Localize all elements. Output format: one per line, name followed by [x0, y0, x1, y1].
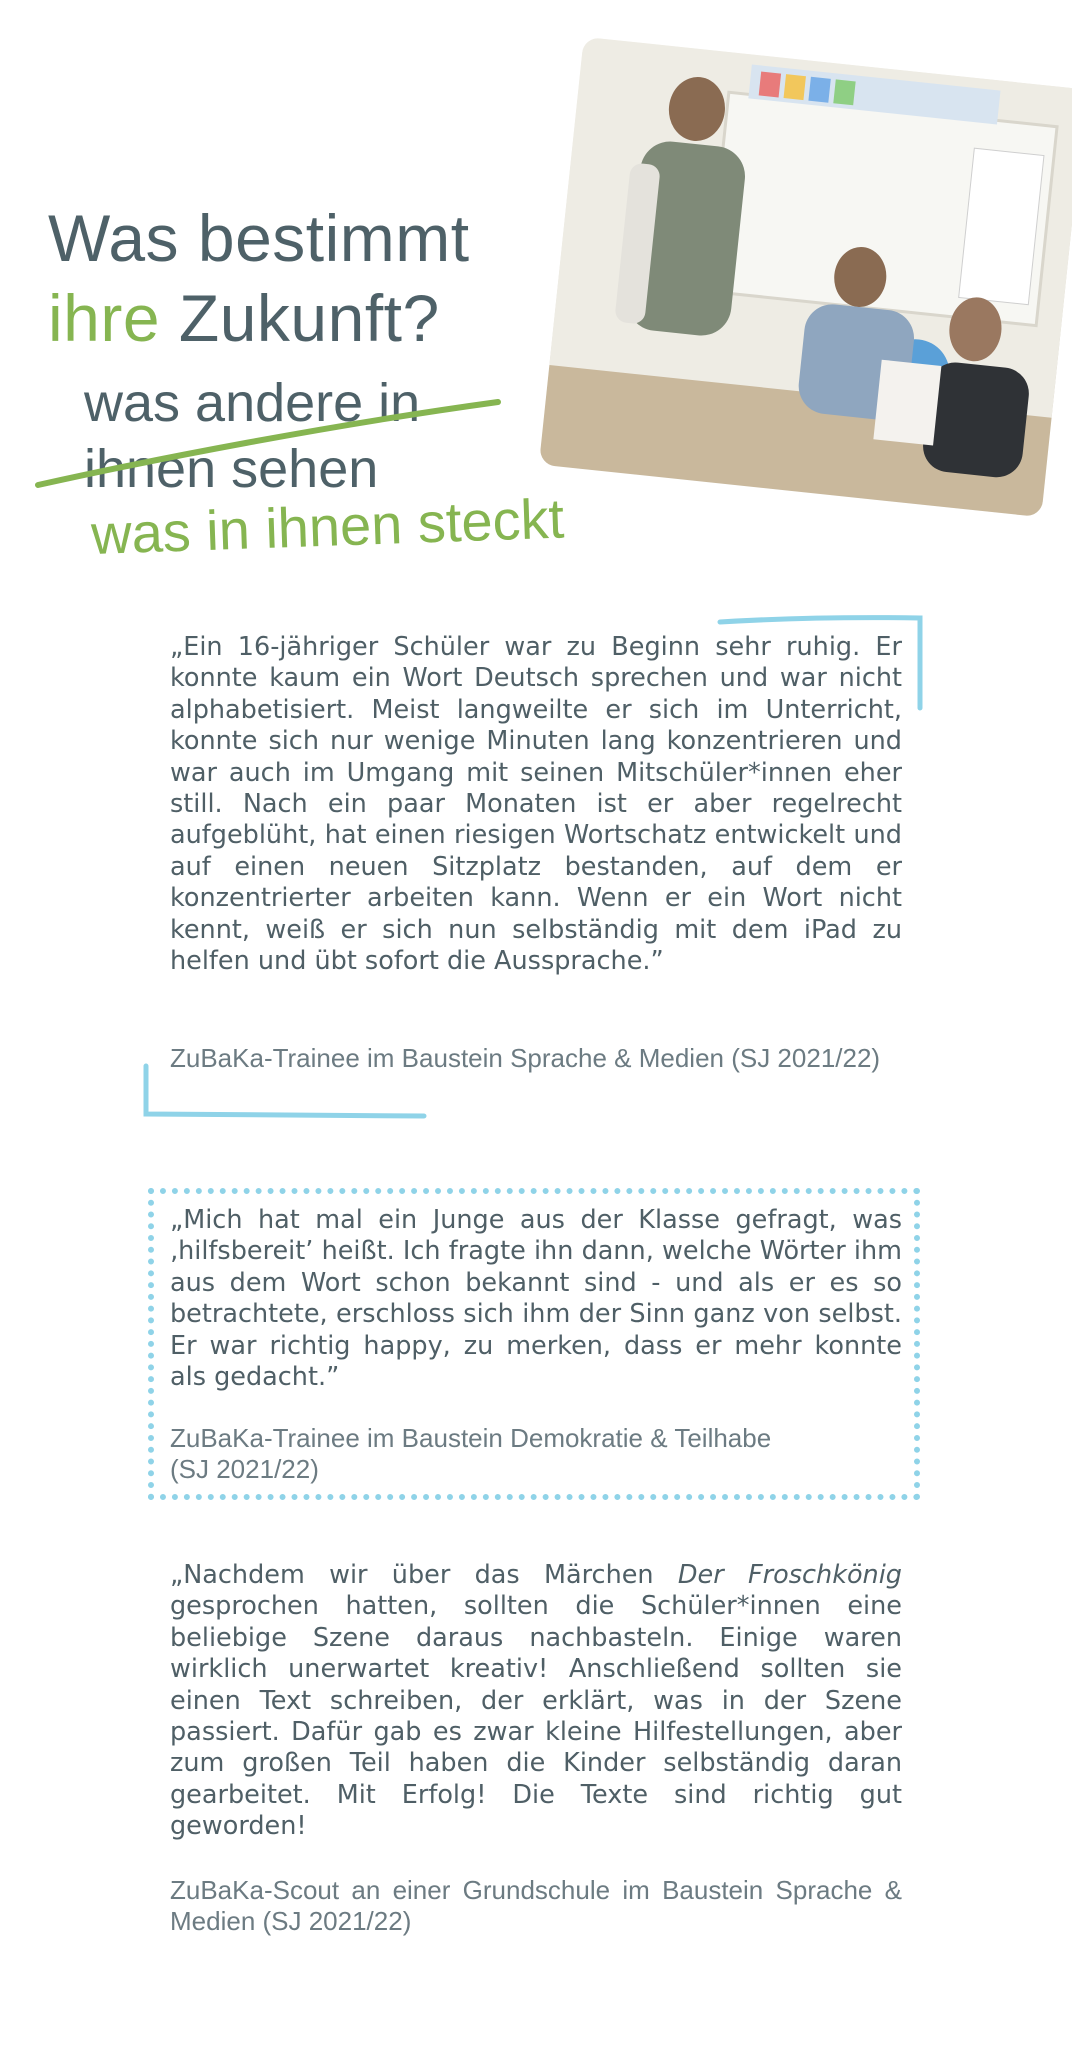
quote-2-source [170, 1423, 902, 1486]
quote-3-text-rest: gesprochen hatten, sollten die Schüler*innen eine beliebige Szene daraus nachbasteln. Einige waren wirklich unerwartet kreativ! Anschließend sollten sie einen Text schreiben, der erklärt, was in der Szene passiert. Dafür gab es zwar kleine Hilfestellungen, aber zum großen Teil haben die Kinder selbständig daran gearbeitet. Mit Erfolg! Die Texte sind richtig gut geworden! [170, 1591, 902, 1842]
tagline: was in ihnen steckt [90, 486, 566, 566]
classroom-photo-illustration [539, 37, 1072, 517]
struck-phrase-line-2: ihnen sehen [84, 439, 379, 499]
quote-2-source-line-1: ZuBaKa-Trainee im Baustein Demokratie & Teilhabe [170, 1423, 772, 1453]
quote-3-text [170, 1560, 902, 1843]
heading-line-1: Was bestimmt [48, 201, 470, 275]
quote-3-source: ZuBaKa-Scout an einer Grundschule im Baustein Sprache & Medien (SJ 2021/22) [170, 1875, 902, 1937]
quote-1 [170, 632, 902, 977]
quote-2 [170, 1205, 902, 1393]
bracket-bottom-left [140, 1060, 440, 1120]
struck-phrase-line-1: was andere in [84, 373, 421, 433]
heading-line-2-rest: Zukunft? [160, 281, 440, 355]
quote-1-text: „Ein 16-jähriger Schüler war zu Beginn sehr ruhig. Er konnte kaum ein Wort Deutsch sprechen und war nicht alphabetisiert. Meist langweilte er sich im Unterricht, konnte sich nur wenige Minuten lang konzentrieren und war auch im Umgang mit seinen Mitschüler*innen eher still. Nach ein paar Monaten ist er aber regelrecht aufgeblüht, hat einen riesigen Wortschatz entwickelt und auf einen neuen Sitzplatz bestanden, auf dem er konzentrierter arbeiten kann. Wenn er ein Wort nicht kennt, weiß er sich nun selbständig mit dem iPad zu helfen und übt sofort die Aussprache.” [170, 632, 902, 977]
quote-1-source: ZuBaKa-Trainee im Baustein Sprache & Medien (SJ 2021/22) [170, 1043, 881, 1073]
heading-line-2 [48, 278, 470, 358]
heading-highlight: ihre [48, 281, 161, 355]
quote-2-text: „Mich hat mal ein Junge aus der Klasse gefragt, was ‚hilfsbereit’ heißt. Ich fragte ihn dann, welche Wörter ihm aus dem Wort schon bekannt sind - und als er es so betrachtete, erschloss sich ihm der Sinn ganz von selbst. Er war richtig happy, zu merken, dass er mehr konnte als gedacht.” [170, 1205, 902, 1393]
strike-through-stroke [30, 390, 510, 500]
quote-3-text-start: „Nachdem wir über das Märchen [170, 1560, 678, 1590]
quote-2-source-line-2: (SJ 2021/22) [170, 1454, 319, 1485]
quote-3 [170, 1560, 902, 1843]
page-heading [48, 198, 470, 358]
quote-3-title: Der Froschkönig [677, 1560, 902, 1590]
classroom-photo [539, 37, 1072, 517]
